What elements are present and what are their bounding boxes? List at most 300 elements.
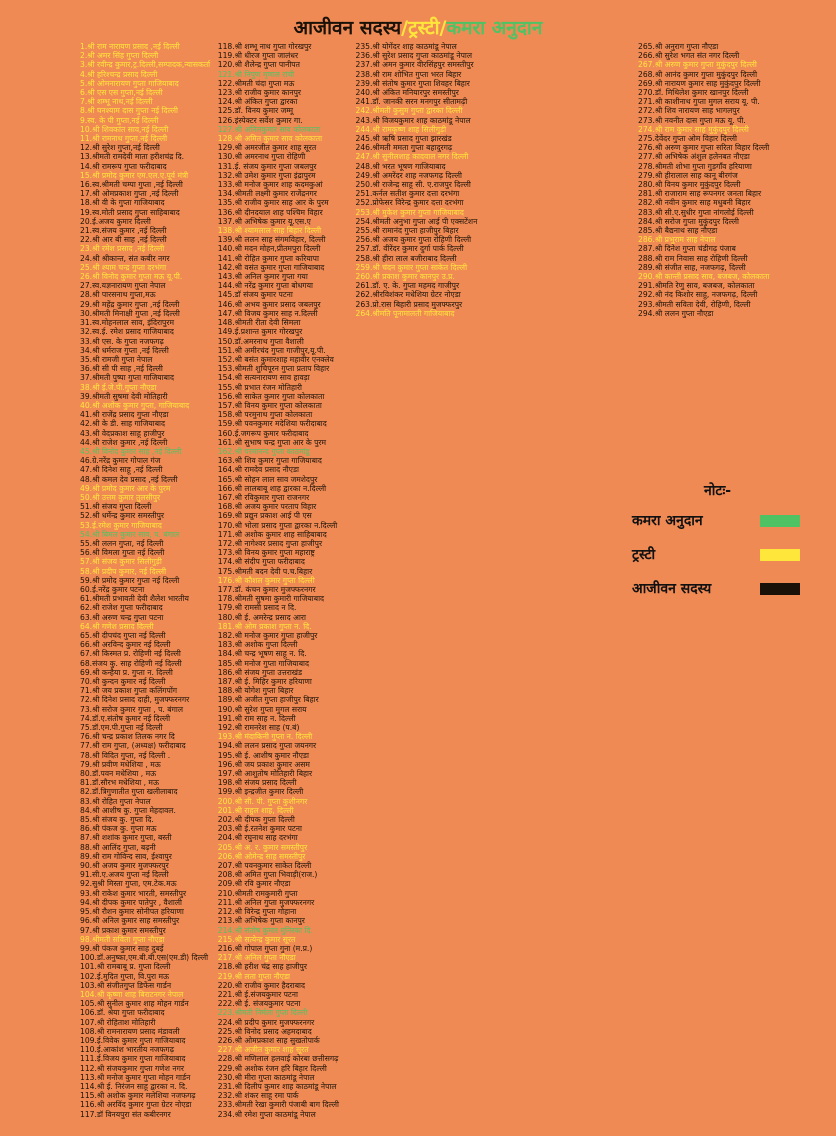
member-entry: 224.श्री प्रदीप कुमार मुजफ्फरनगर (217, 1017, 315, 1027)
member-entry: 88.श्री आलिंद गुप्ता, बढ़नी (80, 842, 156, 852)
member-entry: 184.श्री चन्द्र भूषण साहू न. दि. (217, 649, 307, 659)
member-entry: 159.श्री पवनकुमार मदेशिया फरीदाबाद (217, 419, 327, 429)
member-entry: 254.श्रीमती अनुभा गुप्ता आई पी एक्सटेंशन (355, 216, 478, 226)
member-entry: 16.स्व.श्रीमती चम्पा गुप्ता ,नई दिल्ली (80, 180, 183, 190)
member-entry: 168.श्री अजय कुमार परताप विहार (217, 502, 317, 512)
member-entry: 252.प्रोफेसर विरेन्द्र कुमार दत्ता दरभंगा (355, 198, 464, 208)
member-entry: 32.स्व.ई. रमेश प्रसाद गाजियाबाद (80, 327, 174, 337)
member-entry: 58.श्री प्रदीप कुमार, नई दिल्ली (80, 566, 167, 576)
legend-life-member (632, 579, 802, 599)
member-entry: 104.श्री कृष्णा शाह बिराटनगर नेपाल (80, 989, 184, 999)
member-entry: 18.श्री वी के गुप्ता गाजियाबाद (80, 198, 165, 208)
member-entry: 237.श्री अमन कुमार वीरसिंहपुर समस्तीपुर (355, 60, 474, 70)
member-entry: 278.श्रीमती शोभा गुप्ता गुड़गाँव हरियाणा (638, 161, 752, 171)
member-entry: 203.श्री ई.रतनेश कुमार पटना (217, 824, 302, 834)
member-entry: 286.श्री प्रभुराम साह नेपाल (638, 235, 716, 245)
member-entry: 146.श्री अभय कुमार प्रसाद जबलपुर (217, 299, 321, 309)
member-entry: 185.श्री मनोज गुप्ता गाजियाबाद (217, 658, 310, 668)
member-entry: 49.श्री प्रमोद कुमार आर के पुरम (80, 483, 171, 493)
member-entry: 172.श्री नागेश्वर प्रसाद गुप्ता हाजीपुर (217, 538, 323, 548)
member-entry: 247.श्री सुनीलशाह कादवाल नगर दिल्ली (355, 152, 469, 162)
member-entry: 161.श्री सुभाष चन्द्र गुप्ता आर के पुरम (217, 437, 327, 447)
member-entry: 230.श्री मीरा गुप्ता काठमांडू नेपाल (217, 1072, 315, 1082)
member-entry: 28.श्री पारसनाथ गुप्ता,मऊ (80, 290, 156, 300)
member-entry: 288.श्री राम निवास साह रोहिणी दिल्ली (638, 253, 748, 263)
member-entry: 173.श्री विनय कुमार गुप्ता महाराष्ट्र (217, 548, 315, 558)
member-entry: 151.श्री अमीरचंद गुप्ता गाजीपुर,यू.पी. (217, 345, 326, 355)
member-entry: 165.श्री सोहन लाल साव जमशेदपुर (217, 474, 318, 484)
member-entry: 37.श्रीमती पुष्पा गुप्ता गाजियाबाद (80, 373, 174, 383)
member-entry: 269.श्री नारायण कुमार साह मुकुंदपुर दिल्ली (638, 78, 761, 88)
member-entry: 145.डॉ संजय कुमार पटना (217, 290, 293, 300)
member-entry: 154.श्री सत्यनारायण साव हावड़ा (217, 373, 310, 383)
member-entry: 200.श्री सी. पी. गुप्ता कुशीनगर (217, 796, 308, 806)
member-entry: 188.श्री योगेश गुप्ता बिहार (217, 686, 294, 696)
member-entry: 22.श्री आर बी साह ,नई दिल्ली (80, 235, 167, 245)
member-entry: 162.श्री परमानन्द गुप्ता काठमांडू (217, 446, 310, 456)
member-entry: 107.श्री रोहिताश मोतिहारी (80, 1017, 156, 1027)
member-entry: 265.श्री अनुराग गुप्ता नौएडा (638, 42, 719, 51)
member-entry: 215.श्री सत्येन्द्र कुमार सूरत (217, 934, 296, 944)
member-entry: 281.श्री राजाराम साह रूपनगर जनता बिहार (638, 189, 762, 199)
member-entry: 66.श्री अरविन्द कुमार नई दिल्ली (80, 640, 171, 650)
member-entry: 122.श्रीमती चंदा गुप्ता मऊ (217, 78, 295, 88)
member-entry: 127.श्री अनिलकुमार साव कोलकाता (217, 124, 321, 134)
member-entry: 217.श्री अनिल गुप्ता नौएडा (217, 953, 296, 963)
member-entry: 289.श्री संजीत साह, नजफगढ़, दिल्ली (638, 262, 746, 272)
member-entry: 257.डॉ. वीरेंदर कुमार दुर्गा पार्क दिल्ली (355, 244, 464, 254)
member-entry: 24.श्री श्रीकान्त, संत कबीर नगर (80, 253, 170, 263)
member-entry: 263.प्रो.रास बिहारी प्रसाद मुजफ्फरपुर (355, 299, 463, 309)
member-entry: 249.श्री अमरेंदर शाह नजफगढ़ दिल्ली (355, 170, 462, 180)
member-entry: 139.श्री ललन साह संगमविहार, दिल्ली (217, 235, 326, 245)
member-entry: 207.श्री पवनकुमार साकेत दिल्ली (217, 861, 312, 871)
member-entry: 27.स्व.यज्ञनारायण गुप्ता नेपाल (80, 281, 166, 291)
member-entry: 105.श्री सुनील कुमार शाह मोहन गार्डन (80, 999, 189, 1009)
member-entry: 26.श्री विनोद कुमार गुप्ता मऊ यू.पी. (80, 272, 183, 282)
member-entry: 52.श्री धर्मेन्द्र कुमार समस्तीपुर (80, 511, 165, 521)
member-entry: 21.स्व.संजय कुमार ,नई दिल्ली (80, 226, 167, 236)
member-entry: 97.श्री प्रकाश कुमार समस्तीपुर (80, 925, 166, 935)
member-entry: 72.श्री दिनेश प्रसाद दाही, मुजफ्फरनगर (80, 695, 190, 705)
member-entry: 218.श्री हरीश चंद्र साह हाजीपुर (217, 962, 307, 972)
member-entry: 9.स्व. के पी गुप्ता,नई दिल्ली (80, 115, 159, 125)
member-entry: 112.श्री संजयकुमार गुप्ता गणेश नगर (80, 1063, 184, 1073)
member-entry: 2.श्री अमर सिंह गुप्ता दिल्ली (80, 51, 159, 61)
legend-swatch-green (760, 515, 800, 527)
member-entry: 8.श्री घनश्याम दास गुप्ता नई दिल्ली (80, 106, 179, 116)
member-entry: 74.डॉ.ए.संतोष कुमार नई दिल्ली (80, 713, 171, 723)
member-entry: 220.श्री राजीव कुमार हैदराबाद (217, 980, 306, 990)
member-entry: 171.श्री अशोक कुमार शाह साहिबाबाद (217, 529, 327, 539)
member-entry: 38.श्री ई.जे.पी.गुप्ता नौएडा (80, 382, 157, 392)
member-entry: 244.श्री रामकृष्ण शाह सिलीगुड़ी (355, 124, 447, 134)
member-entry: 235.श्री योगेंदर शाह काठमांडू नेपाल (355, 42, 457, 51)
member-entry: 115.श्री अशोक कुमार मलेशिया नजफगढ़ (80, 1091, 196, 1101)
member-entry: 133.श्री मनोज कुमार शाह कदमकुआं (217, 180, 323, 190)
member-entry: 214.श्री संतोष कुमार मुनिरका दि. (217, 925, 313, 935)
member-entry: 277.श्री अभिषेक अंशुल हलेनबत नौएडा (638, 152, 750, 162)
member-entry: 153.श्रीमती शुचिपूरन गुप्ता प्रताप विहार (217, 364, 330, 374)
member-entry: 98.श्रीमती सविता गुप्ता नौएडा (80, 934, 165, 944)
member-entry: 68.संजय कु. साह रोहिणी नई दिल्ली (80, 658, 182, 668)
member-entry: 106.डॉ. श्रेया गुप्ता फरीदाबाद (80, 1008, 165, 1018)
member-entry: 144.श्री नरेंद्र कुमार गुप्ता बोधगया (217, 281, 313, 291)
member-entry: 83.श्री रोहित गुप्ता नेपाल (80, 796, 151, 806)
member-entry: 246.श्रीमती ममता गुप्ता बहादुरगढ़ (355, 143, 453, 153)
member-entry: 202.श्री दीपक गुप्ता दिल्ली (217, 815, 295, 825)
member-entry: 95.श्री रौशन कुमार सोनीपत हरियाणा (80, 907, 184, 917)
member-entry: 210.श्रीमती रामकुमारी गुप्ता (217, 888, 298, 898)
member-entry: 241.डॉ. जानकी सरन मनगपुर सीतामढ़ी (355, 97, 468, 107)
member-entry: 156.श्री साकेत कुमार गुप्ता कोलकाता (217, 391, 325, 401)
member-entry: 43.श्री वेदप्रकाश साहू हाजीपुर (80, 428, 165, 438)
member-entry: 123.श्री राजीव कुमार कानपुर (217, 88, 302, 98)
member-entry: 4.श्री हरिश्चन्द्र प्रसाद दिल्ली (80, 69, 158, 79)
member-entry: 208.श्री अमित गुप्ता भिवाड़ी(राज.) (217, 870, 318, 880)
member-entry: 121.श्री निपुण मृणाल रांची (217, 69, 295, 79)
member-entry: 152.श्री बसंत कुमारशाह महावीर एनक्लेव (217, 354, 334, 364)
member-entry: 137.श्री अभिषेक कुमार यू.एस.ए (217, 216, 311, 226)
member-entry: 186.श्री संजय गुप्ता उत्तराखंड (217, 667, 303, 677)
member-entry: 25.श्री श्याम चन्द्र गुप्ता दरभंगा (80, 262, 167, 272)
member-entry: 35.श्री रामजी गुप्ता नेपाल (80, 354, 153, 364)
member-entry: 148.श्रीमती रीता देवी सिमला (217, 318, 301, 328)
member-entry: 79.श्री प्रवीण मधेशिया , मऊ (80, 759, 161, 769)
member-entry: 205.श्री अ. र. कुमार समस्तीपुर (217, 842, 308, 852)
member-entry: 116.श्री अरविंद कुमार गुप्ता ग्रेटर नोएडा (80, 1100, 192, 1110)
member-entry: 54.श्री बिमल कुमार साव, प. बंगाल (80, 529, 180, 539)
title-separator-2: / (439, 17, 447, 39)
member-entry: 13.श्रीमती रामदेवी माता हरीशचंद्र दि. (80, 152, 185, 162)
member-entry: 234.श्री रमेश गुप्ता काठमांडू नेपाल (217, 1109, 316, 1119)
member-entry: 109.ई.विवेक कुमार गुप्ता गाजियाबाद (80, 1035, 186, 1045)
member-entry: 221.श्री ई.संजयकुमार पटना (217, 989, 298, 999)
member-entry: 80.डॉ.पवन मधेशिया , मऊ (80, 769, 157, 779)
member-entry: 283.श्री सी.ए.सुधीर गुप्ता नांगलोई दिल्ली (638, 207, 754, 217)
member-entry: 160.ई.जगरूप कुमार फरीदाबाद (217, 428, 309, 438)
member-entry: 108.श्री रामनारायण प्रसाद मंडावली (80, 1026, 180, 1036)
member-entry: 177.डॉ. कंचन कुमार मुजफ्फरनगर (217, 584, 316, 594)
member-entry: 225.श्री विनोद प्रसाद अहमदाबाद (217, 1026, 312, 1036)
member-entry: 273.श्री नवनीत दास गुप्ता मऊ यू. पी. (638, 115, 746, 125)
member-entry: 126.इंस्पेक्टर सर्वेश कुमार गा. (217, 115, 303, 125)
member-entry: 124.श्री अंकित गुप्ता द्वारका (217, 97, 298, 107)
member-entry: 290.श्री कान्ती प्रसाद साव, बजबज, कोलकाता (638, 272, 770, 282)
member-entry: 147.श्री विजय कुमार साह न.दिल्ली (217, 308, 318, 318)
member-entry: 30.श्रीमती मिनाक्षी गुप्ता ,नई दिल्ली (80, 308, 180, 318)
member-entry: 213.श्री अभिषेक गुप्ता कानपुर (217, 916, 305, 926)
member-entry: 129.श्री अमरजीत कुमार शाह सूरत (217, 143, 317, 153)
member-entry: 86.श्री पंकज कु. गुप्ता मऊ (80, 824, 157, 834)
member-entry: 53.ई.रमेश कुमार गाजियाबाद (80, 520, 162, 530)
member-entry: 61.श्रीमती प्रभावती देवी शैलेश भारतीय (80, 594, 189, 604)
member-entry: 143.श्री अनिल कुमार गुप्ता गया (217, 272, 308, 282)
member-entry: 242.श्रीमती कुसुम गुप्ता द्वारका दिल्ली (355, 106, 463, 116)
member-entry: 29.श्री महेंद्र कुमार गुप्ता ,नई दिल्ली (80, 299, 180, 309)
member-entry: 47.श्री दिनेश साहू ,नई दिल्ली (80, 465, 163, 475)
member-entry: 85.श्री संजय कु. गुप्ता दि. (80, 815, 154, 825)
member-entry: 262.श्रीरविशंकर मधेशिया ग्रेटर नोएडा (355, 290, 461, 300)
member-entry: 42.श्री के डी. साह गाजियाबाद (80, 419, 166, 429)
member-entry: 96.श्री अनिल कुमार साह समस्तीपुर (80, 916, 180, 926)
member-entry: 60.ई.नरेंद्र कुमार पटना (80, 584, 145, 594)
member-entry: 155.श्री प्रभात रंजन मोतिहारी (217, 382, 303, 392)
member-entry: 76.श्री चन्द्र प्रकाश तिलक नगर दि (80, 732, 175, 742)
member-entry: 142.श्री वसंत कुमार गुप्ता गाजियाबाद (217, 262, 325, 272)
member-entry: 6.श्री एस एस गुप्ता,नई दिल्ली (80, 88, 163, 98)
member-entry: 63.श्री अरुण चन्द्र गुप्ता पटना (80, 612, 164, 622)
member-entry: 180.श्री ई. अमरेन्द्र प्रसाद आरा (217, 612, 306, 622)
member-entry: 20.ई.अजय कुमार दिल्ली (80, 216, 151, 226)
member-entry: 120.श्री शैलेन्द्र गुप्ता पानीपत (217, 60, 300, 70)
legend-room-donation (632, 511, 802, 531)
member-entry: 34.श्री धर्मराज गुप्ता ,नई दिल्ली (80, 345, 169, 355)
member-entry: 78.श्री विदित गुप्ता, नई दिल्ली . (80, 750, 171, 760)
member-entry: 15.श्री प्रमोद कुमार एम.एल.ए.पूर्व मंत्री (80, 170, 189, 180)
member-entry: 101.श्री रामबाबू प्र. गुप्ता दिल्ली (80, 962, 171, 972)
member-entry: 245.श्री ऋषि प्रसाद गुप्ता झारखंड (355, 134, 452, 144)
member-entry: 198.श्री संजय प्रसाद दिल्ली (217, 778, 297, 788)
member-entry: 5.श्री ओमनारायण गुप्ता गाजियाबाद (80, 78, 179, 88)
member-entry: 136.श्री दीनदयाल शाह पश्चिम विहार (217, 207, 323, 217)
title-life-members: आजीवन सदस्य (293, 17, 402, 39)
member-entry: 216.श्री गोपाल गुप्ता गुना (म.प्र.) (217, 943, 313, 953)
member-entry: 90.श्री अजय कुमार मुजफ्फरपुर (80, 861, 169, 871)
member-entry: 41.श्री राजेंद्र प्रसाद गुप्ता नौएडा (80, 410, 169, 420)
member-entry: 92.सुश्री मिस्ता गुप्ता, एम.टेक.मऊ (80, 879, 177, 889)
member-entry: 255.श्री रामानंद गुप्ता हाजीपुर बिहार (355, 226, 459, 236)
member-entry: 31.स्व.मोहनलाल साव, इंदिरापुरम (80, 318, 175, 328)
member-entry: 141.श्री रोहित कुमार गुप्ता करियापा (217, 253, 319, 263)
member-entry: 211.श्री अनिल गुप्ता मुजफ्फरनगर (217, 897, 315, 907)
member-entry: 69.श्री कन्हैया प्र. गुप्ता न. दिल्ली (80, 667, 173, 677)
member-entry: 59.श्री प्रमोद कुमार गुप्ता नई दिल्ली (80, 575, 180, 585)
member-entry: 157.श्री विनय कुमार गुप्ता कोलकाता (217, 400, 322, 410)
member-entry: 119.श्री धीरज गुप्ता जालंधर (217, 51, 299, 61)
member-entry: 291.श्रीमति रेणु साव, बजबज, कोलकाता (638, 281, 755, 291)
member-entry: 271.श्री काशीनाथ गुप्ता मुगल सराय यू. पी. (638, 97, 760, 107)
member-entry: 182.श्री मनोज कुमार गुप्ता हाजीपुर (217, 631, 318, 640)
member-entry: 189.श्री अजीत गुप्ता हाजीपुर बिहार (217, 695, 319, 705)
member-entry: 292.श्री नंद किशोर साहु, नजफगढ़, दिल्ली (638, 290, 758, 300)
member-entry: 12.श्री सुरेश गुप्ता,नई दिल्ली (80, 143, 160, 153)
member-entry: 130.श्री अमरनाथ गुप्ता रोहिणी (217, 152, 306, 162)
member-entry: 191.श्री राम साह न. दिल्ली (217, 713, 296, 723)
member-entry: 33.श्री एस. के गुप्ता नजफगढ़ (80, 336, 164, 346)
member-list (80, 42, 625, 1127)
member-entry: 57.श्री संजय कुमार सिलीगुड़ी (80, 557, 162, 567)
member-entry: 93.श्री राकेश कुमार भारती, समस्तीपुर (80, 888, 187, 898)
member-entry: 228.श्री मणिलाल हलवाई कोरबा छत्तीसगढ़ (217, 1054, 339, 1064)
member-entry: 261.डॉ. ए. के. गुप्ता महमद गाजीपुर (355, 281, 460, 291)
member-entry: 253.श्री मुकेश कुमार गुप्ता गाजियाबाद (355, 207, 464, 217)
member-entry: 268.श्री आनंद कुमार गुप्ता मुकुंदपुर दिल्ली (638, 69, 758, 79)
member-entry: 150.डॉ.अमरनाथ गुप्ता वैशाली (217, 336, 304, 346)
member-entry: 131.ई. संजय कुमार गुप्ता जबलपुर (217, 161, 317, 171)
title-room-donation: कमरा अनुदान (446, 17, 543, 39)
member-entry: 204.श्री रघुनाथ साह दरभंगा (217, 833, 298, 843)
member-entry: 163.श्री शिव कुमार गुप्ता गाजियाबाद (217, 456, 322, 466)
member-entry: 197.श्री आशुतोष मोतिहारी बिहार (217, 769, 313, 779)
member-entry: 70.श्री कुन्दन कुमार नई दिल्ली (80, 677, 166, 687)
member-entry: 110.ई.आकांश भारतीय नजफगढ़ (80, 1045, 174, 1055)
member-entry: 183.श्री अशोक गुप्ता दिल्ली (217, 640, 298, 650)
member-entry: 250.श्री राजेन्द्र साहू सी. ए.राजपुर दिल्ली (355, 180, 471, 190)
member-entry: 46.ग्रे.नरेंद्र कुमार गोपाल गंज (80, 456, 161, 466)
legend-label: आजीवन सदस्य (632, 581, 712, 597)
member-entry: 233.श्रीमती रेखा कुमारी पंजाबी बाग दिल्ली (217, 1100, 339, 1110)
member-entry: 71.श्री जय प्रकाश गुप्ता कलिंगपोंग (80, 686, 178, 696)
member-entry: 36.श्री सी पी साह ,नई दिल्ली (80, 364, 163, 374)
member-entry: 91.सी.ए.अजय गुप्ता नई दिल्ली (80, 870, 169, 880)
member-entry: 51.श्री संजय गुप्ता दिल्ली (80, 502, 152, 512)
member-entry: 55.श्री ललन गुप्ता, नई दिल्ली (80, 538, 164, 548)
member-entry: 67.श्री किस्मत प्र. रोहिणी नई दिल्ली (80, 649, 181, 659)
member-entry: 39.श्रीमती सुषमा देवी मोतिहारी (80, 391, 168, 401)
member-entry: 285.श्री बैद्यनाथ साह नौएडा (638, 226, 718, 236)
member-entry: 275.देवेंदर गुप्ता ओम विहार दिल्ली (638, 134, 738, 144)
member-entry: 113.श्री मनोज कुमार गुप्ता मोहन गार्डन (80, 1072, 191, 1082)
member-entry: 23.श्री रमेश प्रसाद ,नई दिल्ली (80, 244, 165, 254)
member-list-right (638, 42, 834, 318)
member-entry: 77.श्री राम गुप्ता, (अध्यक्ष) फरीदाबाद (80, 741, 186, 751)
member-entry: 82.डॉ.त्रिगुणातीत गुप्ता खलीलाबाद (80, 787, 178, 797)
member-entry: 158.श्री परमुनाथ गुप्ता कोलकाता (217, 410, 313, 420)
member-entry: 259.श्री चंदन कुमार गुप्ता साकेत दिल्ली (355, 262, 468, 272)
member-entry: 89.श्री राम गोविन्द साव, ईश्वापुर (80, 851, 172, 861)
legend-swatch-black (760, 583, 800, 595)
member-entry: 64.श्री गणेश प्रसाद दिल्ली (80, 621, 154, 631)
member-entry: 260.श्री प्रकाश कुमार कानपुर उ.प्र. (355, 272, 455, 282)
member-entry: 125.डॉ. विनय कुमार जम्मू (217, 106, 294, 116)
member-entry: 264.श्रीमति पूनामालती गाजियाबाद (355, 308, 455, 318)
member-entry: 174.श्री संदीप गुप्ता फरीदाबाद (217, 557, 305, 567)
member-entry: 149.ई.प्रशान्त कुमार गोरखपुर (217, 327, 303, 337)
member-entry: 192.श्री रामनरेश साह (प.बं) (217, 723, 300, 733)
member-entry: 132.श्री उमेश कुमार गुप्ता इंद्रापुरम (217, 170, 316, 180)
member-entry: 50.श्री उत्तम कुमार तुलसीपुर (80, 492, 161, 502)
member-entry: 99.श्री पंकज कुमार साह दुबई (80, 943, 164, 953)
member-entry: 227.श्री अजीत कुमार शाह सूरत (217, 1045, 309, 1055)
member-entry: 243.श्री विजयकुमार शाह काठमांडू नेपाल (355, 115, 471, 125)
member-entry: 284.श्री सरोज गुप्ता मुकुंदपुर दिल्ली (638, 216, 740, 226)
member-entry: 266.श्री सुरेश भगत संत नगर दिल्ली (638, 51, 740, 61)
member-entry: 87.श्री शशांक कुमार गुप्ता, बस्ती (80, 833, 172, 843)
member-entry: 267.श्री अरुण कुमार गुप्ता मुकुंदपुर दिल्ली (638, 60, 757, 70)
member-entry: 94.श्री दीपक कुमार पातेपुर , वैशाली (80, 897, 182, 907)
member-entry: 3.श्री रवीन्द्र कुमार,ट्र.दिल्ली,सम्पादक,न्यासकर्ता (80, 60, 211, 70)
note-heading: नोटः- (704, 483, 732, 499)
member-entry: 164.श्री रामदेव प्रसाद नौएडा (217, 465, 299, 475)
member-entry: 229.श्री अशोक रंजन हरि बिहार दिल्ली (217, 1063, 327, 1073)
member-entry: 209.श्री रवि कुमार नौएडा (217, 879, 291, 889)
member-entry: 170.श्री भोला प्रसाद गुप्ता द्वारका न.दिल्ली (217, 520, 338, 530)
member-entry: 128.श्री अमित कुमार साव कोलकाता (217, 134, 323, 144)
member-entry: 103.श्री संजीतगुप्त डिफेंस गार्डन (80, 980, 172, 990)
member-entry: 100.डॉ.अनुष्का,एम.बी.बी.एस(एम.डी) दिल्ली (80, 953, 209, 963)
member-entry: 181.श्री ओम प्रकाश गुप्ता न. दि. (217, 621, 312, 631)
member-entry: 178.श्रीमती सुषमा कुमारी गाजियाबाद (217, 594, 325, 604)
member-entry: 175.श्रीमती बदन देवी प.च.बिहार (217, 566, 313, 576)
member-entry: 280.श्री विनय कुमार मुकुंदपुर दिल्ली (638, 180, 741, 190)
member-entry: 84.श्री आशीष कु. गुप्ता मेहदावल. (80, 805, 176, 815)
title-separator-1: / (401, 17, 409, 39)
member-entry: 169.श्री प्रद्युन प्रकाश आई पी एस (217, 511, 312, 521)
member-entry: 256.श्री अजय कुमार गुप्ता रोहिणी दिल्ली (355, 235, 472, 245)
member-entry: 14.श्री रामरूप गुप्ता फरीदाबाद (80, 161, 167, 171)
member-entry: 73.श्री सरोज कुमार गुप्ता , प. बंगाल (80, 704, 183, 714)
member-entry: 44.श्री राजेश कुमार ,नई दिल्ली (80, 437, 168, 447)
legend-label: कमरा अनुदान (632, 513, 703, 529)
member-entry: 7.श्री शम्भू नाथ,नई दिल्ली (80, 97, 153, 107)
member-entry: 193.श्री मंदाकिनी गुप्ता न. दिल्ली (217, 732, 313, 742)
member-entry: 167.श्री रविकुमार गुप्ता राजनगर (217, 492, 310, 502)
member-entry: 45.श्री विनोद कुमार साह ,नई दिल्ली (80, 446, 182, 456)
legend-label: ट्रस्टी (632, 547, 656, 563)
member-entry: 240.श्री अंकित मनियारपुर समस्तीपुर (355, 88, 459, 98)
member-entry: 206.श्री ओमेन्द्र साह समस्तीपुर (217, 851, 306, 861)
member-entry: 19.स्व.मोती प्रसाद गुप्ता साहिबाबाद (80, 207, 180, 217)
member-entry: 196.श्री जय प्रकाश कुमार असम (217, 759, 310, 769)
member-entry: 62.श्री राजेश गुप्ता फरीदाबाद (80, 603, 163, 613)
member-entry: 251.कर्नल सतीश कुमार दत्ता दरभंगा (355, 189, 460, 199)
member-entry: 270.डॉ. मिथिलेश कुमार खानपुर दिल्ली (638, 88, 749, 98)
member-entry: 114.श्री ई. निरंजन साहू द्वारका न. दि. (80, 1081, 188, 1091)
member-entry: 232.श्री शंकर साहू रमा पार्क (217, 1091, 299, 1101)
member-entry: 258.श्री हीरा लाल बजीराबाद दिल्ली (355, 253, 457, 263)
member-entry: 187.श्री ई. मिहिर कुमार हरियाणा (217, 677, 312, 687)
member-entry: 199.श्री इन्द्रजीत कुमार दिल्ली (217, 787, 304, 797)
member-entry: 1.श्री राम नारायण प्रसाद ,नई दिल्ली (80, 42, 180, 51)
legend-trustee (632, 545, 802, 565)
member-entry: 117.डॉ विनयपुरा संत कबीरनगर (80, 1109, 171, 1119)
member-entry: 219.श्री लता गुप्ता नौएडा (217, 971, 291, 981)
member-entry: 231.श्री दिलीप कुमार शाह काठमांडू नेपाल (217, 1081, 337, 1091)
member-entry: 75.डॉ.एम.पी.गुप्ता नई दिल्ली (80, 723, 163, 733)
member-entry: 102.ई.मुदित गुप्ता, वि.पुरा मऊ (80, 971, 169, 981)
member-entry: 56.श्री विमला गुप्ता नई दिल्ली (80, 548, 165, 558)
member-entry: 134.श्रीमती लक्ष्मी कुमार राजेंद्रनगर (217, 189, 317, 199)
member-entry: 135.श्री राजीव कुमार साह आर के पुरम (217, 198, 329, 208)
member-entry: 236.श्री सुरेश प्रसाद गुप्ता काठमांडू नेपाल (355, 51, 473, 61)
member-entry: 239.श्री संतोष कुमार गुप्ता शिवहर बिहार (355, 78, 470, 88)
member-entry: 81.डॉ.सौरभ मधेशिया , मऊ (80, 778, 159, 788)
member-entry: 11.श्री रामनाथ गुप्ता,नई दिल्ली (80, 134, 168, 144)
member-entry: 276.श्री अरुण कुमार गुप्ता सरिता विहार दिल्ली (638, 143, 770, 153)
member-entry: 279.श्री हीरालाल साह कानू बीरगंज (638, 170, 738, 180)
member-entry: 223.श्रीमती निर्मला गुप्ता दिल्ली (217, 1008, 308, 1018)
member-entry: 222.श्री ई. संजयकुमार पटना (217, 999, 301, 1009)
member-entry: 293.श्रीमती सविता देवी, रोहिणी, दिल्ली (638, 299, 751, 309)
member-entry: 274.श्री राम कुमार साह मुकुंदपुर दिल्ली (638, 124, 749, 134)
member-entry: 226.श्री ओमप्रकाश साह सुखतोपार्क (217, 1035, 320, 1045)
member-entry: 248.श्री भरत भूषण गाजियाबाद (355, 161, 446, 171)
member-entry: 40.श्री अशोक कुमार गुप्ता, गाजियाबाद (80, 400, 190, 410)
member-entry: 48.श्री कमल देव प्रसाद ,नई दिल्ली (80, 474, 178, 484)
member-entry: 272.श्री शिव नारायण साह भागलपुर (638, 106, 740, 116)
member-entry: 238.श्री राम शोभित गुप्ता भरत बिहार (355, 69, 462, 79)
member-entry: 10.श्री शिवकांत साव,नई दिल्ली (80, 124, 169, 134)
member-entry: 212.श्री विरेन्द्र गुप्ता गोहाना (217, 907, 297, 917)
member-entry: 201.श्री राहुल शाह, दिल्ली (217, 805, 294, 815)
member-entry: 282.श्री नवीन कुमार साह मधुबनी बिहार (638, 198, 751, 208)
member-entry: 17.श्री ओमप्रकाश गुप्ता ,नई दिल्ली (80, 189, 179, 199)
member-entry: 190.श्री सुरेश गुप्ता मुगल सराय (217, 704, 307, 714)
legend-swatch-yellow (760, 549, 800, 561)
member-entry: 287.श्री दिनेश गुप्ता चंडीगढ़ पंजाब (638, 244, 736, 254)
member-entry: 195.श्री ई. आशीष कुमार नौएडा (217, 750, 309, 760)
